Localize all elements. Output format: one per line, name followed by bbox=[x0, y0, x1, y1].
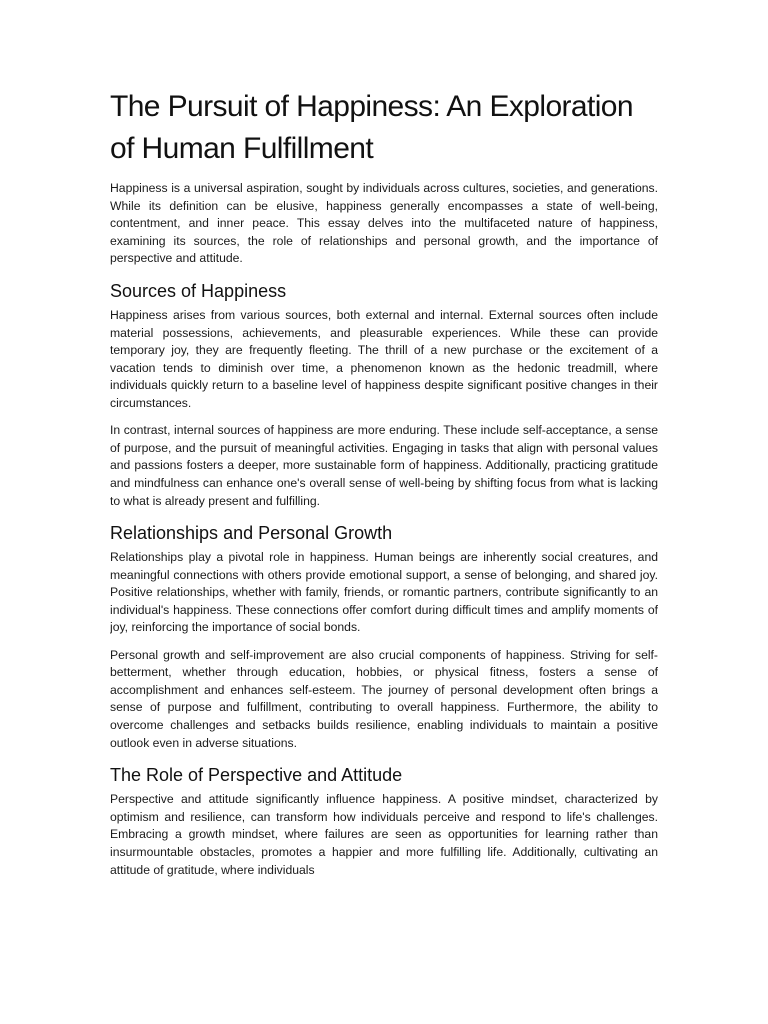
body-paragraph: In contrast, internal sources of happiness are more enduring. These include self-acceptance, a sense of purpose, and the pursuit of meaningful activities. Engaging in tasks that align with personal values and passions fosters a deeper, more sustainable form of happiness. Additionally, practicing gratitude and mindfulness can enhance one's overall sense of well-being by shifting focus from what is lacking to what is already present and fulfilling. bbox=[110, 423, 658, 508]
document-page bbox=[110, 86, 658, 916]
body-paragraph: Relationships play a pivotal role in happiness. Human beings are inherently social creatures, and meaningful connections with others provide emotional support, a sense of belonging, and shared joy. Positive relationships, whether with family, friends, or romantic partners, contribute significantly to an individual's happiness. These connections offer comfort during difficult times and amplify moments of joy, reinforcing the importance of social bonds. bbox=[110, 550, 658, 635]
intro-paragraph: Happiness is a universal aspiration, sought by individuals across cultures, societies, and generations. While its definition can be elusive, happiness generally encompasses a state of well-being, contentment, and inner peace. This essay delves into the multifaceted nature of happiness, examining its sources, the role of relationships and personal growth, and the importance of perspective and attitude. bbox=[110, 181, 658, 266]
section-heading-perspective: The Role of Perspective and Attitude bbox=[110, 765, 403, 786]
document-title: The Pursuit of Happiness: An Exploration of Human Fulfillment bbox=[110, 90, 633, 165]
body-paragraph: Personal growth and self-improvement are also crucial components of happiness. Striving for self-betterment, whether through education, hobbies, or physical fitness, fosters a sense of accomplishment and enhances self-esteem. The journey of personal development often brings a sense of purpose and fulfillment, contributing to overall happiness. Furthermore, the ability to overcome challenges and setbacks builds resilience, enabling individuals to maintain a positive outlook even in adverse situations. bbox=[110, 647, 658, 750]
section-heading-sources: Sources of Happiness bbox=[110, 280, 287, 301]
body-paragraph: Happiness arises from various sources, both external and internal. External sources often include material possessions, achievements, and pleasurable experiences. While these can provide temporary joy, they are frequently fleeting. The thrill of a new purchase or the excitement of a vacation tends to diminish over time, a phenomenon known as the hedonic treadmill, where individuals quickly return to a baseline level of happiness despite significant positive changes in their circumstances. bbox=[110, 307, 658, 410]
section-heading-relationships: Relationships and Personal Growth bbox=[110, 523, 393, 544]
body-paragraph: Perspective and attitude significantly influence happiness. A positive mindset, characterized by optimism and resilience, can transform how individuals perceive and respond to life's challenges. Embracing a growth mindset, where failures are seen as opportunities for learning rather than insurmountable obstacles, promotes a happier and more fulfilling life. Additionally, cultivating an attitude of gratitude, where individuals bbox=[110, 792, 658, 877]
